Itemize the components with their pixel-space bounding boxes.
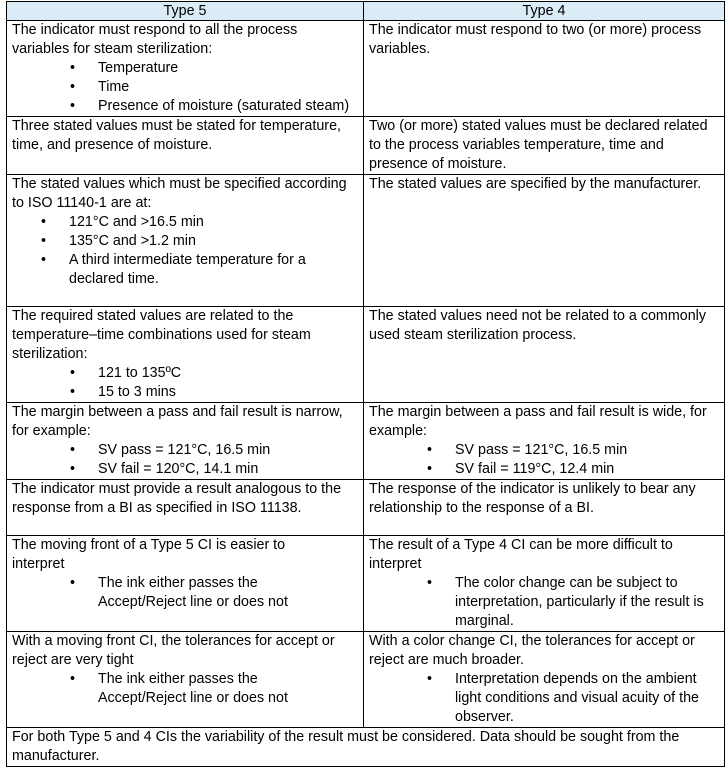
cell-text: The result of a Type 4 CI can be more difficult to interpret	[369, 537, 673, 572]
type5-cell	[7, 480, 364, 536]
type4-cell	[364, 307, 725, 403]
header-type-4: Type 4	[364, 2, 725, 21]
table-row	[7, 307, 725, 403]
header-row	[7, 2, 725, 21]
type5-cell	[7, 632, 364, 728]
type5-cell	[7, 21, 364, 117]
cell-text: The stated values which must be specified according to ISO 11140-1 are at:	[12, 176, 347, 211]
comparison-table	[6, 1, 725, 767]
bullet-list	[12, 670, 358, 708]
bullet-list	[12, 364, 358, 402]
table-row	[7, 21, 725, 117]
cell-text: The response of the indicator is unlikely to bear any relationship to the response of a BI.	[369, 481, 696, 516]
bullet-list	[12, 574, 358, 612]
type4-cell	[364, 21, 725, 117]
type5-cell	[7, 403, 364, 480]
list-item: • SV pass = 121°C, 16.5 min	[98, 441, 358, 460]
type4-cell	[364, 403, 725, 480]
cell-text: With a color change CI, the tolerances for accept or reject are much broader.	[369, 633, 695, 668]
table-row	[7, 117, 725, 175]
type4-cell	[364, 536, 725, 632]
list-item: • The ink either passes the Accept/Reject line or does not	[98, 574, 358, 612]
table-row	[7, 403, 725, 480]
footer-row	[7, 728, 725, 767]
list-item: • 121 to 135ºC	[98, 364, 358, 383]
cell-text: The indicator must respond to all the process variables for steam sterilization:	[12, 22, 298, 57]
type4-cell	[364, 175, 725, 307]
type4-cell	[364, 632, 725, 728]
type5-cell	[7, 175, 364, 307]
table-row	[7, 480, 725, 536]
list-item: • 121°C and >16.5 min	[69, 213, 358, 232]
cell-text: The indicator must respond to two (or more) process variables.	[369, 22, 702, 57]
type4-cell	[364, 480, 725, 536]
cell-text: The required stated values are related to the temperature–time combinations used for steam sterilization:	[12, 308, 311, 362]
list-item: • 135°C and >1.2 min	[69, 232, 358, 251]
list-item: • 15 to 3 mins	[98, 383, 358, 402]
list-item: • Interpretation depends on the ambient light conditions and visual acuity of the observer.	[455, 670, 719, 727]
type5-cell	[7, 536, 364, 632]
cell-text: The indicator must provide a result analogous to the response from a BI as specified in ISO 11138.	[12, 481, 342, 516]
cell-text: The stated values need not be related to a commonly used steam sterilization process.	[369, 308, 706, 343]
table-row	[7, 536, 725, 632]
cell-text: With a moving front CI, the tolerances for accept or reject are very tight	[12, 633, 335, 668]
cell-text: The stated values are specified by the manufacturer.	[369, 176, 702, 192]
footer-note: For both Type 5 and 4 CIs the variability of the result must be considered. Data should be sought from the manufacturer.	[7, 728, 725, 767]
bullet-list	[12, 441, 358, 479]
bullet-list	[369, 441, 719, 479]
cell-text: Three stated values must be stated for temperature, time, and presence of moisture.	[12, 118, 341, 153]
bullet-list	[369, 574, 719, 631]
table-row	[7, 175, 725, 307]
list-item: • SV fail = 120°C, 14.1 min	[98, 460, 358, 479]
list-item: • SV pass = 121°C, 16.5 min	[455, 441, 719, 460]
bullet-list	[369, 670, 719, 727]
list-item: • The ink either passes the Accept/Reject line or does not	[98, 670, 358, 708]
table-row	[7, 632, 725, 728]
list-item: • SV fail = 119°C, 12.4 min	[455, 460, 719, 479]
cell-text: Two (or more) stated values must be declared related to the process variables temperature, time and presence of moisture.	[369, 118, 708, 172]
header-type-5: Type 5	[7, 2, 364, 21]
bullet-list	[12, 213, 358, 289]
list-item: • The color change can be subject to interpretation, particularly if the result is marginal.	[455, 574, 719, 631]
cell-text: The margin between a pass and fail result is narrow, for example:	[12, 404, 343, 439]
cell-text: The moving front of a Type 5 CI is easier to interpret	[12, 537, 286, 572]
type5-cell	[7, 117, 364, 175]
list-item: • Time	[98, 78, 358, 97]
type5-cell	[7, 307, 364, 403]
list-item: • Temperature	[98, 59, 358, 78]
cell-text: The margin between a pass and fail result is wide, for example:	[369, 404, 707, 439]
list-item: • A third intermediate temperature for a declared time.	[69, 251, 358, 289]
bullet-list	[12, 59, 358, 116]
type4-cell	[364, 117, 725, 175]
list-item: • Presence of moisture (saturated steam)	[98, 97, 358, 116]
